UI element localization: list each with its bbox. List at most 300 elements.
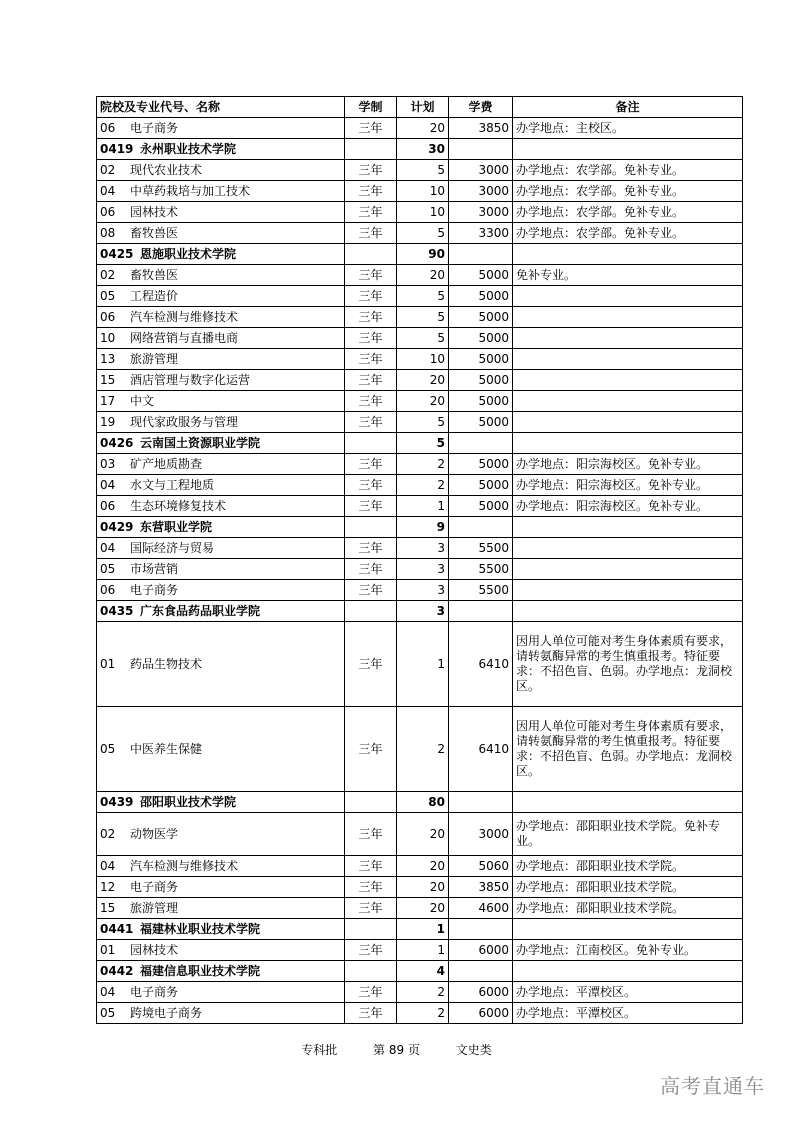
major-notes: 办学地点：农学部。免补专业。 bbox=[513, 202, 743, 223]
major-duration: 三年 bbox=[345, 391, 397, 412]
major-fee: 3000 bbox=[449, 202, 513, 223]
major-plan: 2 bbox=[397, 982, 449, 1003]
table-header-row bbox=[97, 97, 743, 118]
major-name: 动物医学 bbox=[130, 826, 179, 841]
major-name: 电子商务 bbox=[130, 984, 179, 999]
major-plan: 20 bbox=[397, 877, 449, 898]
major-name: 汽车检测与维修技术 bbox=[130, 858, 239, 873]
major-code: 08 bbox=[100, 225, 116, 240]
major-duration: 三年 bbox=[345, 454, 397, 475]
major-code: 13 bbox=[100, 351, 116, 366]
major-plan: 20 bbox=[397, 813, 449, 856]
major-plan: 5 bbox=[397, 328, 449, 349]
major-cell bbox=[97, 265, 345, 286]
major-duration: 三年 bbox=[345, 265, 397, 286]
major-notes: 办学地点：阳宗海校区。免补专业。 bbox=[513, 496, 743, 517]
major-fee: 5000 bbox=[449, 412, 513, 433]
school-plan-total: 90 bbox=[397, 244, 449, 265]
school-notes-empty bbox=[513, 139, 743, 160]
school-name: 福建信息职业技术学院 bbox=[140, 963, 261, 978]
major-cell bbox=[97, 813, 345, 856]
major-duration: 三年 bbox=[345, 370, 397, 391]
major-cell bbox=[97, 118, 345, 139]
major-plan: 2 bbox=[397, 454, 449, 475]
major-name: 工程造价 bbox=[130, 288, 179, 303]
major-cell bbox=[97, 982, 345, 1003]
major-row bbox=[97, 307, 743, 328]
school-notes-empty bbox=[513, 601, 743, 622]
major-fee: 6000 bbox=[449, 940, 513, 961]
major-row bbox=[97, 877, 743, 898]
major-duration: 三年 bbox=[345, 496, 397, 517]
major-code: 06 bbox=[100, 498, 116, 513]
major-code: 17 bbox=[100, 393, 116, 408]
major-cell bbox=[97, 877, 345, 898]
school-notes-empty bbox=[513, 961, 743, 982]
major-code: 03 bbox=[100, 456, 116, 471]
major-notes bbox=[513, 286, 743, 307]
school-notes-empty bbox=[513, 517, 743, 538]
major-row bbox=[97, 118, 743, 139]
major-code: 04 bbox=[100, 858, 116, 873]
major-duration: 三年 bbox=[345, 160, 397, 181]
major-fee: 3000 bbox=[449, 813, 513, 856]
school-fee-empty bbox=[449, 919, 513, 940]
footer-batch: 专科批 bbox=[301, 1043, 338, 1057]
major-row bbox=[97, 349, 743, 370]
school-fee-empty bbox=[449, 517, 513, 538]
major-row bbox=[97, 223, 743, 244]
school-cell bbox=[97, 601, 345, 622]
major-plan: 2 bbox=[397, 707, 449, 792]
watermark-text: 高考直通车 bbox=[660, 1074, 765, 1098]
major-name: 旅游管理 bbox=[130, 900, 179, 915]
school-duration-empty bbox=[345, 433, 397, 454]
major-fee: 5060 bbox=[449, 856, 513, 877]
major-cell bbox=[97, 856, 345, 877]
table-body bbox=[97, 118, 743, 1024]
major-name: 电子商务 bbox=[130, 879, 179, 894]
footer-page: 第 89 页 bbox=[373, 1043, 420, 1057]
major-name: 园林技术 bbox=[130, 942, 179, 957]
school-fee-empty bbox=[449, 961, 513, 982]
major-fee: 5000 bbox=[449, 265, 513, 286]
major-row bbox=[97, 370, 743, 391]
major-row bbox=[97, 454, 743, 475]
major-name: 畜牧兽医 bbox=[130, 267, 179, 282]
major-code: 04 bbox=[100, 183, 116, 198]
major-code: 04 bbox=[100, 540, 116, 555]
major-notes: 办学地点：邵阳职业技术学院。 bbox=[513, 877, 743, 898]
major-cell bbox=[97, 622, 345, 707]
major-plan: 20 bbox=[397, 265, 449, 286]
school-code: 0419 bbox=[100, 141, 134, 156]
school-row bbox=[97, 517, 743, 538]
school-cell bbox=[97, 792, 345, 813]
major-plan: 10 bbox=[397, 349, 449, 370]
school-plan-total: 3 bbox=[397, 601, 449, 622]
admission-plan-table bbox=[96, 96, 743, 1024]
major-notes bbox=[513, 328, 743, 349]
major-fee: 6410 bbox=[449, 622, 513, 707]
major-plan: 5 bbox=[397, 223, 449, 244]
major-duration: 三年 bbox=[345, 286, 397, 307]
major-cell bbox=[97, 328, 345, 349]
major-duration: 三年 bbox=[345, 118, 397, 139]
major-duration: 三年 bbox=[345, 223, 397, 244]
major-fee: 3000 bbox=[449, 181, 513, 202]
major-name: 现代家政服务与管理 bbox=[130, 414, 239, 429]
major-notes bbox=[513, 412, 743, 433]
major-notes bbox=[513, 538, 743, 559]
major-row bbox=[97, 286, 743, 307]
school-duration-empty bbox=[345, 961, 397, 982]
major-plan: 1 bbox=[397, 940, 449, 961]
major-fee: 3300 bbox=[449, 223, 513, 244]
major-duration: 三年 bbox=[345, 475, 397, 496]
major-code: 02 bbox=[100, 826, 116, 841]
school-name: 东营职业学院 bbox=[140, 519, 213, 534]
school-duration-empty bbox=[345, 244, 397, 265]
major-cell bbox=[97, 538, 345, 559]
major-code: 02 bbox=[100, 267, 116, 282]
major-notes: 办学地点：阳宗海校区。免补专业。 bbox=[513, 454, 743, 475]
school-code: 0429 bbox=[100, 519, 134, 534]
major-fee: 5000 bbox=[449, 328, 513, 349]
major-code: 01 bbox=[100, 942, 116, 957]
major-fee: 5000 bbox=[449, 307, 513, 328]
major-plan: 3 bbox=[397, 580, 449, 601]
major-fee: 3850 bbox=[449, 877, 513, 898]
major-name: 水文与工程地质 bbox=[130, 477, 215, 492]
school-duration-empty bbox=[345, 919, 397, 940]
school-name: 邵阳职业技术学院 bbox=[140, 794, 237, 809]
major-cell bbox=[97, 559, 345, 580]
major-fee: 6410 bbox=[449, 707, 513, 792]
major-notes: 办学地点：主校区。 bbox=[513, 118, 743, 139]
major-row bbox=[97, 181, 743, 202]
major-row bbox=[97, 580, 743, 601]
major-code: 05 bbox=[100, 288, 116, 303]
major-plan: 3 bbox=[397, 559, 449, 580]
major-fee: 4600 bbox=[449, 898, 513, 919]
school-row bbox=[97, 792, 743, 813]
school-name: 云南国土资源职业学院 bbox=[140, 435, 261, 450]
school-row bbox=[97, 433, 743, 454]
major-plan: 5 bbox=[397, 307, 449, 328]
major-code: 01 bbox=[100, 656, 116, 671]
major-name: 网络营销与直播电商 bbox=[130, 330, 239, 345]
major-notes: 办学地点：江南校区。免补专业。 bbox=[513, 940, 743, 961]
major-notes bbox=[513, 349, 743, 370]
major-fee: 5000 bbox=[449, 370, 513, 391]
major-notes bbox=[513, 559, 743, 580]
school-cell bbox=[97, 517, 345, 538]
major-code: 06 bbox=[100, 309, 116, 324]
major-cell bbox=[97, 370, 345, 391]
major-name: 园林技术 bbox=[130, 204, 179, 219]
major-duration: 三年 bbox=[345, 538, 397, 559]
major-cell bbox=[97, 707, 345, 792]
major-duration: 三年 bbox=[345, 580, 397, 601]
major-fee: 6000 bbox=[449, 982, 513, 1003]
school-code: 0425 bbox=[100, 246, 134, 261]
major-row bbox=[97, 559, 743, 580]
major-fee: 6000 bbox=[449, 1003, 513, 1024]
major-cell bbox=[97, 202, 345, 223]
major-code: 05 bbox=[100, 561, 116, 576]
major-cell bbox=[97, 580, 345, 601]
major-notes: 办学地点：阳宗海校区。免补专业。 bbox=[513, 475, 743, 496]
major-duration: 三年 bbox=[345, 707, 397, 792]
major-row bbox=[97, 856, 743, 877]
school-code: 0426 bbox=[100, 435, 134, 450]
major-duration: 三年 bbox=[345, 982, 397, 1003]
major-name: 现代农业技术 bbox=[130, 162, 203, 177]
school-name: 永州职业技术学院 bbox=[140, 141, 237, 156]
school-row bbox=[97, 601, 743, 622]
major-duration: 三年 bbox=[345, 181, 397, 202]
major-notes: 办学地点：邵阳职业技术学院。 bbox=[513, 856, 743, 877]
major-fee: 3000 bbox=[449, 160, 513, 181]
major-row bbox=[97, 940, 743, 961]
major-row bbox=[97, 622, 743, 707]
major-plan: 20 bbox=[397, 898, 449, 919]
major-cell bbox=[97, 1003, 345, 1024]
major-plan: 20 bbox=[397, 118, 449, 139]
major-name: 畜牧兽医 bbox=[130, 225, 179, 240]
school-plan-total: 30 bbox=[397, 139, 449, 160]
school-cell bbox=[97, 244, 345, 265]
major-duration: 三年 bbox=[345, 349, 397, 370]
major-plan: 2 bbox=[397, 475, 449, 496]
major-duration: 三年 bbox=[345, 1003, 397, 1024]
major-row bbox=[97, 496, 743, 517]
school-duration-empty bbox=[345, 792, 397, 813]
major-cell bbox=[97, 496, 345, 517]
major-row bbox=[97, 813, 743, 856]
major-row bbox=[97, 898, 743, 919]
major-fee: 5000 bbox=[449, 286, 513, 307]
major-notes: 办学地点：邵阳职业技术学院。 bbox=[513, 898, 743, 919]
major-row bbox=[97, 538, 743, 559]
major-code: 15 bbox=[100, 900, 116, 915]
major-cell bbox=[97, 223, 345, 244]
major-plan: 5 bbox=[397, 412, 449, 433]
major-code: 15 bbox=[100, 372, 116, 387]
school-fee-empty bbox=[449, 433, 513, 454]
major-duration: 三年 bbox=[345, 898, 397, 919]
major-fee: 5000 bbox=[449, 496, 513, 517]
major-code: 12 bbox=[100, 879, 116, 894]
school-plan-total: 4 bbox=[397, 961, 449, 982]
major-plan: 5 bbox=[397, 160, 449, 181]
major-cell bbox=[97, 898, 345, 919]
major-row bbox=[97, 391, 743, 412]
major-duration: 三年 bbox=[345, 307, 397, 328]
major-name: 酒店管理与数字化运营 bbox=[130, 372, 251, 387]
major-cell bbox=[97, 454, 345, 475]
major-code: 06 bbox=[100, 582, 116, 597]
header-fee: 学费 bbox=[449, 97, 513, 118]
school-row bbox=[97, 139, 743, 160]
major-cell bbox=[97, 286, 345, 307]
major-notes: 办学地点：平潭校区。 bbox=[513, 1003, 743, 1024]
major-row bbox=[97, 328, 743, 349]
major-name: 汽车检测与维修技术 bbox=[130, 309, 239, 324]
major-plan: 3 bbox=[397, 538, 449, 559]
major-row bbox=[97, 202, 743, 223]
major-duration: 三年 bbox=[345, 813, 397, 856]
major-code: 04 bbox=[100, 984, 116, 999]
major-duration: 三年 bbox=[345, 559, 397, 580]
major-plan: 20 bbox=[397, 856, 449, 877]
school-plan-total: 9 bbox=[397, 517, 449, 538]
major-code: 02 bbox=[100, 162, 116, 177]
major-name: 电子商务 bbox=[130, 582, 179, 597]
major-name: 市场营销 bbox=[130, 561, 179, 576]
major-notes: 办学地点：农学部。免补专业。 bbox=[513, 160, 743, 181]
major-duration: 三年 bbox=[345, 328, 397, 349]
school-notes-empty bbox=[513, 244, 743, 265]
major-notes: 因用人单位可能对考生身体素质有要求，请转氨酶异常的考生慎重报考。特征要求：不招色盲、色弱。办学地点：龙洞校区。 bbox=[513, 622, 743, 707]
major-code: 19 bbox=[100, 414, 116, 429]
major-cell bbox=[97, 412, 345, 433]
major-fee: 5000 bbox=[449, 475, 513, 496]
major-notes bbox=[513, 391, 743, 412]
school-row bbox=[97, 244, 743, 265]
major-notes bbox=[513, 580, 743, 601]
major-fee: 5500 bbox=[449, 538, 513, 559]
school-plan-total: 5 bbox=[397, 433, 449, 454]
header-notes: 备注 bbox=[513, 97, 743, 118]
major-row bbox=[97, 982, 743, 1003]
major-cell bbox=[97, 181, 345, 202]
major-row bbox=[97, 475, 743, 496]
major-code: 05 bbox=[100, 741, 116, 756]
school-fee-empty bbox=[449, 601, 513, 622]
major-cell bbox=[97, 160, 345, 181]
major-plan: 20 bbox=[397, 370, 449, 391]
major-name: 矿产地质勘查 bbox=[130, 456, 203, 471]
school-cell bbox=[97, 919, 345, 940]
school-duration-empty bbox=[345, 517, 397, 538]
major-plan: 10 bbox=[397, 181, 449, 202]
major-plan: 5 bbox=[397, 286, 449, 307]
school-code: 0442 bbox=[100, 963, 134, 978]
major-row bbox=[97, 160, 743, 181]
major-code: 10 bbox=[100, 330, 116, 345]
major-name: 中文 bbox=[130, 393, 155, 408]
major-fee: 5500 bbox=[449, 559, 513, 580]
major-code: 06 bbox=[100, 120, 116, 135]
school-name: 福建林业职业技术学院 bbox=[140, 921, 261, 936]
header-plan: 计划 bbox=[397, 97, 449, 118]
school-name: 广东食品药品职业学院 bbox=[140, 603, 261, 618]
school-code: 0439 bbox=[100, 794, 134, 809]
major-code: 06 bbox=[100, 204, 116, 219]
major-duration: 三年 bbox=[345, 877, 397, 898]
major-name: 中草药栽培与加工技术 bbox=[130, 183, 251, 198]
school-code: 0435 bbox=[100, 603, 134, 618]
school-plan-total: 80 bbox=[397, 792, 449, 813]
page-footer bbox=[0, 1041, 793, 1058]
school-row bbox=[97, 919, 743, 940]
major-code: 04 bbox=[100, 477, 116, 492]
major-name: 跨境电子商务 bbox=[130, 1005, 203, 1020]
major-cell bbox=[97, 940, 345, 961]
major-notes bbox=[513, 370, 743, 391]
major-fee: 5000 bbox=[449, 454, 513, 475]
school-duration-empty bbox=[345, 139, 397, 160]
major-plan: 1 bbox=[397, 622, 449, 707]
major-row bbox=[97, 1003, 743, 1024]
school-fee-empty bbox=[449, 139, 513, 160]
major-notes: 办学地点：农学部。免补专业。 bbox=[513, 181, 743, 202]
major-notes: 免补专业。 bbox=[513, 265, 743, 286]
major-name: 电子商务 bbox=[130, 120, 179, 135]
major-cell bbox=[97, 475, 345, 496]
school-plan-total: 1 bbox=[397, 919, 449, 940]
major-duration: 三年 bbox=[345, 940, 397, 961]
school-cell bbox=[97, 961, 345, 982]
major-notes bbox=[513, 307, 743, 328]
header-name: 院校及专业代号、名称 bbox=[97, 97, 345, 118]
major-fee: 5000 bbox=[449, 391, 513, 412]
major-fee: 5000 bbox=[449, 349, 513, 370]
major-plan: 2 bbox=[397, 1003, 449, 1024]
school-cell bbox=[97, 433, 345, 454]
major-row bbox=[97, 265, 743, 286]
major-cell bbox=[97, 391, 345, 412]
major-fee: 5500 bbox=[449, 580, 513, 601]
major-name: 药品生物技术 bbox=[130, 656, 203, 671]
school-duration-empty bbox=[345, 601, 397, 622]
school-row bbox=[97, 961, 743, 982]
school-notes-empty bbox=[513, 792, 743, 813]
school-name: 恩施职业技术学院 bbox=[140, 246, 237, 261]
major-row bbox=[97, 707, 743, 792]
major-duration: 三年 bbox=[345, 622, 397, 707]
major-duration: 三年 bbox=[345, 202, 397, 223]
major-plan: 20 bbox=[397, 391, 449, 412]
school-cell bbox=[97, 139, 345, 160]
major-duration: 三年 bbox=[345, 856, 397, 877]
school-fee-empty bbox=[449, 244, 513, 265]
major-duration: 三年 bbox=[345, 412, 397, 433]
major-name: 中医养生保健 bbox=[130, 741, 203, 756]
major-notes: 办学地点：平潭校区。 bbox=[513, 982, 743, 1003]
major-name: 国际经济与贸易 bbox=[130, 540, 215, 555]
major-plan: 1 bbox=[397, 496, 449, 517]
footer-category: 文史类 bbox=[455, 1043, 492, 1057]
major-code: 05 bbox=[100, 1005, 116, 1020]
major-cell bbox=[97, 307, 345, 328]
school-code: 0441 bbox=[100, 921, 134, 936]
school-fee-empty bbox=[449, 792, 513, 813]
major-notes: 办学地点：邵阳职业技术学院。免补专业。 bbox=[513, 813, 743, 856]
major-cell bbox=[97, 349, 345, 370]
school-notes-empty bbox=[513, 919, 743, 940]
major-name: 生态环境修复技术 bbox=[130, 498, 227, 513]
major-name: 旅游管理 bbox=[130, 351, 179, 366]
major-row bbox=[97, 412, 743, 433]
major-notes: 办学地点：农学部。免补专业。 bbox=[513, 223, 743, 244]
major-plan: 10 bbox=[397, 202, 449, 223]
major-fee: 3850 bbox=[449, 118, 513, 139]
header-duration: 学制 bbox=[345, 97, 397, 118]
school-notes-empty bbox=[513, 433, 743, 454]
